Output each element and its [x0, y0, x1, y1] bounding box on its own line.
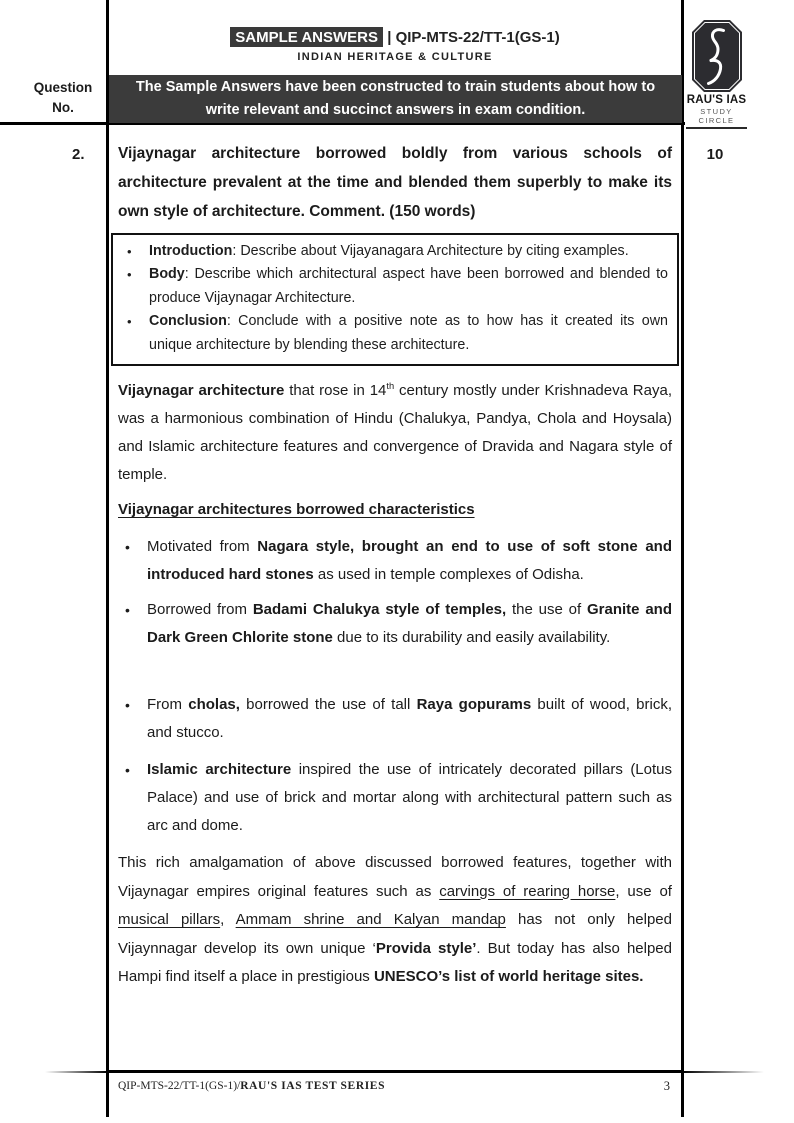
outline-item-conclusion [113, 310, 668, 357]
table-border-left [106, 0, 109, 1117]
bullet-icon: • [125, 697, 130, 713]
footer-text [118, 1080, 385, 1092]
question-no-label-line1: Question [33, 80, 93, 95]
header-title-line [109, 27, 681, 47]
question-no-column-header [10, 78, 116, 118]
page-number: 3 [663, 1079, 670, 1093]
outline-item-text: Introduction: Describe about Vijayanagara Architecture by citing examples. [149, 243, 629, 259]
question-number: 2. [72, 146, 85, 163]
bullet-text: Islamic architecture inspired the use of intricately decorated pillars (Lotus Palace) and use of brick and mortar along with architectural pattern such as arc and dome. [147, 761, 673, 834]
outline-item-body [113, 263, 668, 310]
footer-series-name: RAU'S IAS TEST SERIES [240, 1080, 386, 1092]
answer-intro-paragraph: Vijaynagar architecture that rose in 14th century mostly under Krishnadeva Raya, was a harmonious combination of Hindu (Chalukya, Pandya, Chola and Hoysala) and Islamic architecture features and convergence of Dravida and Nagara style of temple. [118, 381, 672, 483]
outline-item-introduction [113, 240, 668, 263]
answer-conclusion-paragraph: This rich amalgamation of above discussed borrowed features, together with Vijaynagar empires original features such as carvings of rearing horse, use of musical pillars, Ammam shrine and Kalyan mandap has not only helped Vijaynnagar develop its own unique ‘Provida style’. But today has also helped Hampi find itself a place in prestigious UNESCO’s list of world heritage sites. [118, 854, 672, 986]
footer-rule-right-taper [684, 1071, 764, 1073]
sample-answers-highlight: SAMPLE ANSWERS [230, 27, 383, 47]
logo-subname: STUDY CIRCLE [698, 107, 735, 125]
outline-item-text: Conclusion: Conclude with a positive note as to how has it created its own unique architecture by blending these architecture. [149, 313, 668, 353]
answer-bullet-nagara [118, 533, 672, 589]
question-no-label-line2: No. [52, 100, 74, 115]
logo-name: RAU'S IAS [686, 94, 747, 106]
bullet-text: Borrowed from Badami Chalukya style of temples, the use of Granite and Dark Green Chlorite stone due to its durability and easily availability. [147, 601, 672, 646]
answer-bullet-chalukya [118, 596, 672, 652]
bullet-icon: • [125, 602, 130, 618]
bullet-icon: • [127, 314, 132, 330]
answer-bullet-islamic [118, 756, 672, 840]
table-border-right [681, 0, 684, 1117]
answer-outline-box [111, 233, 679, 366]
footer-rule-left-taper [45, 1071, 107, 1073]
raus-ias-logo [686, 16, 747, 129]
raus-logo-mark [692, 20, 742, 92]
paper-code: | QIP-MTS-22/TT-1(GS-1) [383, 29, 560, 46]
answer-bullet-cholas [118, 691, 672, 747]
bullet-icon: • [127, 244, 132, 259]
question-text: Vijaynagar architecture borrowed boldly from various schools of architecture prevalent at the time and blended them superbly to make its own style of architecture. Comment. (150 words) [118, 145, 672, 220]
bullet-text: Motivated from Nagara style, brought an end to use of soft stone and introduced hard stones as used in temple complexes of Odisha. [147, 538, 672, 583]
footer-rule [107, 1070, 684, 1073]
footer-paper-code: QIP-MTS-22/TT-1(GS-1)/ [118, 1080, 241, 1092]
answer-section-heading: Vijaynagar architectures borrowed characteristics [118, 501, 475, 518]
banner-line1: The Sample Answers have been constructed to train students about how to [135, 79, 656, 95]
notice-banner [109, 75, 682, 123]
bullet-icon: • [125, 762, 130, 778]
outline-item-text: Body: Describe which architectural aspect have been borrowed and blended to produce Vijaynagar Architecture. [149, 266, 668, 306]
bullet-icon: • [125, 539, 130, 555]
logo-underline-rule [686, 127, 747, 129]
document-header [109, 27, 681, 63]
bullet-icon: • [127, 267, 132, 283]
marks-value: 10 [706, 146, 724, 163]
banner-line2: write relevant and succinct answers in exam condition. [205, 102, 586, 118]
bullet-text: From cholas, borrowed the use of tall Raya gopurams built of wood, brick, and stucco. [147, 696, 673, 741]
subject-title: INDIAN HERITAGE & CULTURE [297, 51, 493, 63]
